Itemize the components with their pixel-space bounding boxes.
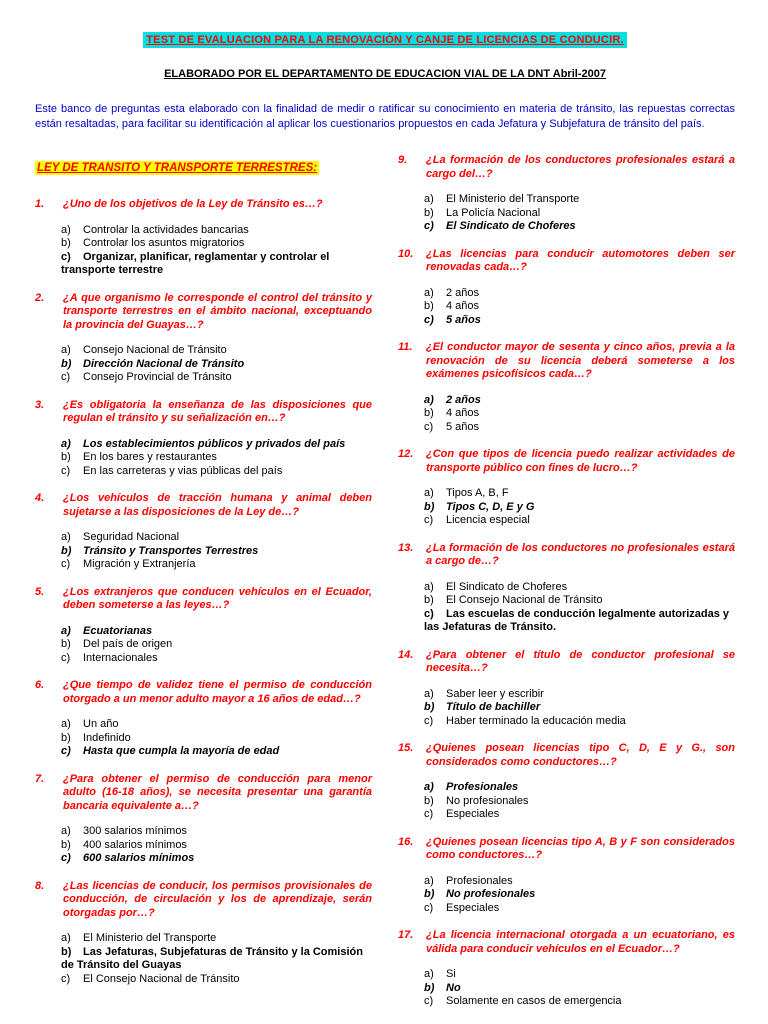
- option-item: [35, 371, 372, 385]
- options-list: [398, 287, 735, 328]
- option-text: 4 años: [446, 300, 480, 312]
- option-letter: a): [61, 624, 71, 637]
- option-letter: c): [424, 714, 434, 727]
- question-item: [35, 292, 372, 385]
- option-letter: c): [424, 313, 434, 326]
- question-number: 6.: [35, 679, 45, 691]
- option-text: Indefinido: [83, 731, 131, 744]
- option-text: Del país de origen: [83, 638, 173, 650]
- question-item: [35, 880, 372, 987]
- option-letter: c): [61, 250, 71, 263]
- option-text: El Sindicato de Choferes: [446, 220, 576, 232]
- question-header: [398, 154, 735, 181]
- option-item: [35, 718, 372, 732]
- question-number: 14.: [398, 648, 414, 661]
- option-item: [35, 852, 372, 866]
- question-header: [35, 880, 372, 921]
- option-letter: a): [424, 874, 434, 887]
- option-letter: b): [424, 594, 434, 606]
- question-header: [398, 248, 735, 275]
- question-number: 13.: [398, 541, 414, 554]
- option-text: Especiales: [446, 901, 500, 914]
- option-text: Las escuelas de conducción legalmente autorizadas y las Jefaturas de Tránsito.: [424, 607, 730, 633]
- option-item: [35, 451, 372, 465]
- option-item: [398, 594, 735, 608]
- option-letter: b): [61, 638, 71, 650]
- question-header: [398, 341, 735, 382]
- question-item: [398, 448, 735, 528]
- question-header: [35, 586, 372, 613]
- option-text: 5 años: [446, 420, 480, 433]
- option-item: [35, 251, 372, 278]
- option-letter: b): [424, 701, 435, 713]
- option-letter: c): [424, 808, 434, 820]
- option-text: No profesionales: [446, 794, 529, 807]
- question-text: ¿Es obligatoria la enseñanza de las disposiciones que regulan el tránsito y su señalización en…?: [63, 398, 372, 424]
- option-letter: c): [424, 420, 434, 433]
- option-text: Hasta que cumpla la mayoría de edad: [83, 745, 280, 757]
- option-letter: a): [424, 286, 434, 299]
- option-item: [398, 394, 735, 408]
- question-text: ¿Quienes posean licencias tipo A, B y F son considerados como conductores…?: [426, 835, 735, 861]
- option-letter: b): [424, 500, 435, 513]
- question-item: [35, 399, 372, 479]
- option-item: [35, 237, 372, 251]
- question-text: ¿Uno de los objetivos de la Ley de Tránsito es…?: [63, 198, 323, 210]
- option-text: 300 salarios mínimos: [83, 825, 187, 837]
- option-text: 400 salarios mínimos: [83, 838, 187, 851]
- question-item: [35, 679, 372, 759]
- question-number: 17.: [398, 929, 414, 941]
- options-list: [398, 394, 735, 435]
- option-text: 5 años: [446, 313, 481, 326]
- option-item: [398, 501, 735, 515]
- question-item: [398, 542, 735, 635]
- option-text: No profesionales: [446, 888, 536, 900]
- question-number: 5.: [35, 585, 45, 598]
- option-letter: c): [424, 901, 434, 914]
- option-item: [398, 888, 735, 902]
- option-item: [398, 514, 735, 528]
- option-text: 4 años: [446, 407, 480, 419]
- option-text: Un año: [83, 718, 119, 730]
- option-letter: b): [61, 838, 71, 851]
- option-letter: c): [61, 371, 71, 383]
- option-text: Título de bachiller: [446, 701, 541, 713]
- option-letter: a): [61, 437, 71, 450]
- option-text: Haber terminado la educación media: [446, 714, 626, 727]
- option-item: [35, 973, 372, 987]
- option-item: [35, 558, 372, 572]
- option-text: Dirección Nacional de Tránsito: [83, 357, 245, 370]
- question-number: 3.: [35, 398, 45, 411]
- option-item: [398, 207, 735, 221]
- option-item: [398, 487, 735, 501]
- option-letter: a): [61, 718, 71, 730]
- option-text: El Ministerio del Transporte: [446, 193, 580, 205]
- section-title: LEY DE TRANSITO Y TRANSPORTE TERRESTRES:: [37, 162, 318, 174]
- option-letter: c): [61, 651, 71, 664]
- option-text: El Consejo Nacional de Tránsito: [83, 972, 240, 985]
- question-header: [35, 773, 372, 814]
- option-text: El Consejo Nacional de Tránsito: [446, 594, 603, 606]
- question-item: [35, 198, 372, 278]
- options-list: [398, 581, 735, 635]
- option-item: [35, 732, 372, 746]
- option-item: [35, 625, 372, 639]
- option-letter: c): [61, 852, 71, 864]
- question-header: [398, 448, 735, 475]
- option-item: [35, 825, 372, 839]
- option-letter: c): [61, 745, 71, 757]
- option-letter: b): [61, 544, 72, 557]
- option-letter: c): [61, 558, 71, 570]
- option-item: [398, 220, 735, 234]
- option-letter: c): [61, 464, 71, 477]
- option-text: Profesionales: [446, 874, 513, 887]
- right-column: [398, 154, 735, 1023]
- option-letter: a): [424, 580, 434, 593]
- question-item: [398, 742, 735, 822]
- option-item: [398, 407, 735, 421]
- option-letter: a): [61, 223, 71, 236]
- option-letter: b): [61, 731, 71, 744]
- option-text: Especiales: [446, 808, 500, 820]
- document-title: TEST DE EVALUACION PARA LA RENOVACIÓN Y CANJE DE LICENCIAS DE CONDUCIR.: [143, 32, 626, 48]
- option-text: Ecuatorianas: [83, 624, 153, 637]
- option-letter: b): [61, 945, 72, 958]
- option-text: Migración y Extranjería: [83, 558, 196, 570]
- option-letter: c): [424, 995, 434, 1007]
- option-text: Si: [446, 968, 456, 980]
- option-letter: c): [61, 972, 71, 985]
- question-item: [398, 929, 735, 1009]
- option-item: [398, 300, 735, 314]
- option-text: Las Jefaturas, Subjefaturas de Tránsito y la Comisión de Tránsito del Guayas: [61, 945, 363, 971]
- question-text: ¿Los extranjeros que conducen vehículos en el Ecuador, deben someterse a las leyes…?: [63, 585, 372, 611]
- options-list: [398, 781, 735, 822]
- question-number: 4.: [35, 492, 45, 504]
- question-text: ¿Para obtener el título de conductor profesional se necesita…?: [426, 648, 735, 674]
- question-number: 8.: [35, 879, 45, 892]
- question-header: [35, 198, 372, 212]
- question-text: ¿El conductor mayor de sesenta y cinco años, previa a la renovación de su licencia deberá someterse a los exámenes psicofísicos cada…?: [426, 341, 735, 380]
- question-number: 12.: [398, 448, 414, 460]
- option-letter: c): [424, 607, 434, 620]
- options-list: [35, 625, 372, 666]
- option-text: Licencia especial: [446, 514, 530, 526]
- option-text: Solamente en casos de emergencia: [446, 995, 622, 1007]
- question-item: [35, 773, 372, 866]
- option-text: Controlar la actividades bancarias: [83, 223, 249, 236]
- option-letter: b): [424, 407, 434, 419]
- options-list: [35, 344, 372, 385]
- option-letter: b): [61, 357, 72, 370]
- option-letter: a): [424, 193, 434, 205]
- option-item: [35, 545, 372, 559]
- option-letter: b): [424, 300, 434, 312]
- option-letter: b): [61, 237, 71, 249]
- option-item: [398, 995, 735, 1009]
- question-header: [35, 292, 372, 333]
- option-text: 2 años: [446, 286, 480, 299]
- option-letter: b): [424, 888, 435, 900]
- options-list: [398, 688, 735, 729]
- option-letter: a): [424, 393, 434, 406]
- question-text: ¿A que organismo le corresponde el control del tránsito y transporte terrestres en el ámbito nacional, exceptuando la provincia del Guayas…?: [63, 291, 372, 331]
- option-text: Consejo Nacional de Tránsito: [83, 344, 227, 356]
- question-item: [35, 586, 372, 666]
- option-item: [35, 745, 372, 759]
- option-item: [35, 652, 372, 666]
- question-number: 16.: [398, 835, 414, 848]
- option-item: [35, 946, 372, 973]
- option-item: [35, 465, 372, 479]
- question-header: [35, 399, 372, 426]
- option-letter: b): [424, 794, 434, 807]
- question-header: [398, 929, 735, 956]
- question-text: ¿Las licencias para conducir automotores deben ser renovadas cada…?: [426, 247, 735, 273]
- option-item: [35, 438, 372, 452]
- option-letter: c): [424, 220, 434, 232]
- option-item: [35, 344, 372, 358]
- option-text: Tránsito y Transportes Terrestres: [83, 544, 259, 557]
- option-item: [35, 638, 372, 652]
- question-header: [398, 542, 735, 569]
- option-text: 600 salarios mínimos: [83, 852, 195, 864]
- options-list: [398, 487, 735, 528]
- options-list: [35, 825, 372, 866]
- option-item: [398, 808, 735, 822]
- option-letter: a): [424, 968, 434, 980]
- option-item: [35, 839, 372, 853]
- question-item: [398, 248, 735, 328]
- option-item: [35, 224, 372, 238]
- options-list: [35, 224, 372, 278]
- option-item: [398, 421, 735, 435]
- question-text: ¿Los vehículos de tracción humana y animal deben sujetarse a las disposiciones de la Ley de…?: [63, 492, 372, 518]
- option-letter: a): [61, 932, 71, 944]
- option-letter: a): [424, 781, 434, 793]
- question-item: [398, 649, 735, 729]
- option-letter: a): [61, 825, 71, 837]
- option-item: [398, 715, 735, 729]
- options-list: [35, 932, 372, 986]
- question-item: [398, 836, 735, 916]
- option-text: Los establecimientos públicos y privados del país: [83, 437, 346, 450]
- options-list: [35, 531, 372, 572]
- option-item: [398, 968, 735, 982]
- question-number: 15.: [398, 742, 414, 754]
- option-item: [398, 781, 735, 795]
- option-text: Consejo Provincial de Tránsito: [83, 371, 232, 383]
- question-text: ¿Con que tipos de licencia puedo realizar actividades de transporte público con fines de lucro…?: [426, 448, 735, 474]
- option-item: [398, 795, 735, 809]
- question-text: ¿Para obtener el permiso de conducción para menor adulto (16-18 años), se necesita presentar una garantía bancaria equivalente a…?: [63, 772, 372, 812]
- option-letter: b): [424, 206, 434, 219]
- question-item: [398, 154, 735, 234]
- option-text: En los bares y restaurantes: [83, 451, 217, 463]
- option-letter: a): [61, 531, 71, 543]
- question-text: ¿Que tiempo de validez tiene el permiso de conducción otorgado a un menor adulto mayor a 16 años de edad…?: [63, 679, 372, 705]
- section-title-row: [35, 158, 372, 176]
- two-column-layout: [35, 154, 735, 1023]
- question-item: [35, 492, 372, 572]
- option-letter: c): [424, 514, 434, 526]
- option-item: [398, 902, 735, 916]
- document-subtitle-row: [35, 64, 735, 82]
- option-text: En las carreteras y vias públicas del país: [83, 464, 283, 477]
- option-text: La Policía Nacional: [446, 206, 541, 219]
- option-text: Controlar los asuntos migratorios: [83, 237, 245, 249]
- options-list: [398, 193, 735, 234]
- option-item: [35, 531, 372, 545]
- question-text: ¿La formación de los conductores profesionales estará a cargo del…?: [426, 154, 735, 180]
- options-list: [398, 875, 735, 916]
- question-header: [35, 679, 372, 706]
- question-number: 11.: [398, 341, 413, 353]
- option-text: 2 años: [446, 393, 481, 406]
- question-header: [398, 742, 735, 769]
- option-letter: a): [61, 344, 71, 356]
- option-item: [398, 287, 735, 301]
- question-text: ¿La formación de los conductores no profesionales estará a cargo de…?: [426, 541, 735, 567]
- question-number: 10.: [398, 247, 414, 260]
- option-item: [398, 314, 735, 328]
- option-item: [398, 701, 735, 715]
- option-text: Tipos C, D, E y G: [446, 500, 535, 513]
- question-number: 7.: [35, 772, 45, 785]
- option-text: El Ministerio del Transporte: [83, 932, 217, 944]
- document-title-row: [35, 30, 735, 48]
- options-list: [398, 968, 735, 1009]
- question-header: [35, 492, 372, 519]
- option-item: [398, 875, 735, 889]
- options-list: [35, 718, 372, 759]
- document-subtitle: ELABORADO POR EL DEPARTAMENTO DE EDUCACION VIAL DE LA DNT Abril-2007: [164, 68, 606, 80]
- option-letter: a): [424, 487, 434, 499]
- option-text: Saber leer y escribir: [446, 687, 544, 700]
- option-item: [398, 688, 735, 702]
- option-item: [398, 608, 735, 635]
- option-item: [398, 193, 735, 207]
- option-item: [398, 581, 735, 595]
- question-number: 9.: [398, 154, 408, 166]
- intro-paragraph: Este banco de preguntas esta elaborado con la finalidad de medir o ratificar su conocimiento en materia de tránsito, las repuestas correctas están resaltadas, para facilitar su identificación al aplicar los cuestionarios propuestos en cada Jefatura y Subjefatura de tránsito del país.: [35, 103, 735, 130]
- question-header: [398, 649, 735, 676]
- option-letter: b): [424, 981, 435, 994]
- option-item: [398, 982, 735, 996]
- option-text: Organizar, planificar, reglamentar y controlar el transporte terrestre: [61, 250, 330, 276]
- option-text: Profesionales: [446, 781, 519, 793]
- option-letter: a): [424, 687, 434, 700]
- question-text: ¿La licencia internacional otorgada a un ecuatoriano, es válida para conducir vehículos en el Ecuador…?: [426, 929, 735, 955]
- option-text: Internacionales: [83, 651, 158, 664]
- option-text: El Sindicato de Choferes: [446, 580, 568, 593]
- option-text: Seguridad Nacional: [83, 531, 180, 543]
- left-column: [35, 154, 372, 1000]
- options-list: [35, 438, 372, 479]
- question-item: [398, 341, 735, 434]
- question-text: ¿Quienes posean licencias tipo C, D, E y G., son considerados como conductores…?: [426, 742, 735, 768]
- option-item: [35, 358, 372, 372]
- question-header: [398, 836, 735, 863]
- question-number: 2.: [35, 291, 45, 304]
- question-number: 1.: [35, 198, 45, 210]
- option-text: Tipos A, B, F: [446, 487, 509, 499]
- option-text: No: [446, 981, 461, 994]
- option-letter: b): [61, 451, 71, 463]
- question-text: ¿Las licencias de conducir, los permisos provisionales de conducción, de circulación y los de aprendizaje, serán otorgadas por…?: [63, 879, 372, 919]
- option-item: [35, 932, 372, 946]
